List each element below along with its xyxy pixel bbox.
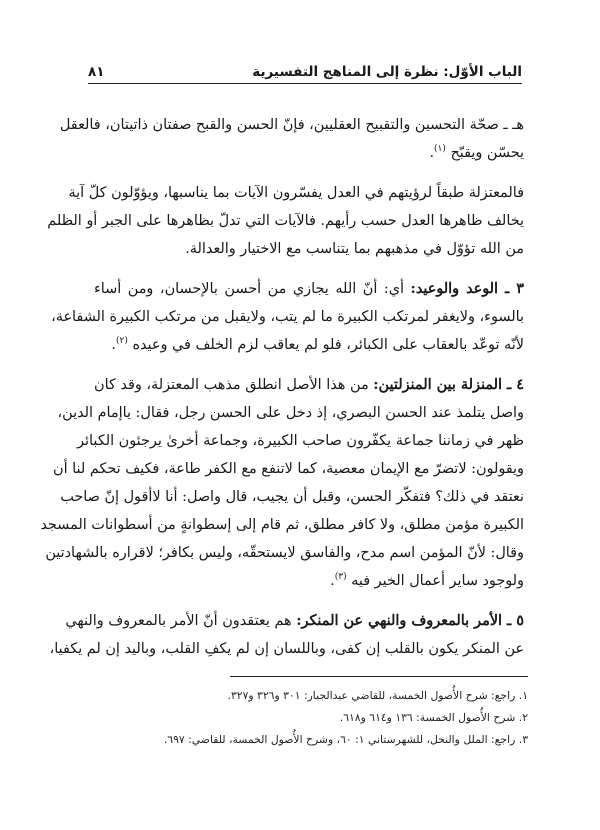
header-rule bbox=[88, 83, 522, 84]
text-segment: واصل يتلمذ عند الحسن البصري، إذ دخل على الحسن رجل، فقال: ياإمام الدين، bbox=[57, 405, 524, 421]
text-segment: ولوجود ساير أعمال الخير فيه bbox=[346, 573, 524, 589]
footnote-ref: (١) bbox=[434, 144, 446, 154]
chapter-title: الباب الأوّل: نظرة إلى المناهج التفسيرية bbox=[252, 64, 522, 80]
text-segment: نعتقد في ذلك؟ فتفكّر الحسن، وقبل أن يجيب، قال واصل: أنا لاأقول إنّ صاحب bbox=[60, 489, 524, 505]
text-segment: هم يعتقدون أنّ الأمر بالمعروف والنهي bbox=[65, 613, 297, 629]
text-segment: يحسّن ويقبّح bbox=[445, 145, 524, 161]
text-segment: . bbox=[429, 145, 435, 161]
text-segment: هـ ـ صحّة التحسين والتقبيح العقليين، فإنّ الحسن والقبح صفتان ذاتيتان، فالعقل bbox=[59, 117, 524, 133]
text-line bbox=[68, 179, 524, 207]
text-line bbox=[94, 567, 524, 595]
text-segment: من الله تؤوّل في مذهبهم بما يتناسب مع الاختيار والعدالة. bbox=[185, 241, 524, 257]
text-segment: الكبيرة مؤمن مطلق، ولا كافر مطلق، ثم قام إلى إسطوانةٍ من أسطوانات المسجد bbox=[40, 517, 524, 533]
text-segment: يخالف ظاهرها العدل حسب رأيهم. فالآيات التي تدلّ بظاهرها على الجبر أو الظلم bbox=[47, 213, 524, 229]
paragraph bbox=[59, 111, 524, 167]
body-text bbox=[40, 111, 525, 663]
text-segment: وقال: لأنّ المؤمن اسم مدح، والفاسق لايستحقّه، وليس بكافر؛ لاقراره بالشهادتين bbox=[45, 545, 524, 561]
text-segment: ويقولون: لاتضرّ مع الإيمان معصية، كما لاتنفع مع الكفر طاعة، فكيف تحكم لنا أن bbox=[53, 461, 524, 477]
page-number: ٨١ bbox=[88, 64, 105, 80]
paragraph bbox=[51, 275, 524, 359]
text-line bbox=[94, 275, 524, 303]
text-segment: أي: أنّ الله يجازي من أحسن بالإحسان، ومن أساء bbox=[94, 281, 411, 297]
text-line bbox=[94, 235, 524, 263]
text-line bbox=[45, 539, 524, 567]
section-heading: ٣ ـ الوعد والوعيد: bbox=[410, 280, 524, 297]
footnotes bbox=[94, 685, 528, 751]
paragraph bbox=[49, 607, 524, 663]
text-line bbox=[77, 427, 524, 455]
footnote-ref: (٢) bbox=[116, 336, 128, 346]
text-line bbox=[51, 303, 524, 331]
paragraph bbox=[47, 179, 524, 263]
text-segment: لأنّه توعّد بالعقاب على الكبائر، فلو لم يعاقب لزم الخلف في وعيده bbox=[127, 337, 524, 353]
text-line bbox=[94, 371, 524, 399]
text-line bbox=[94, 331, 524, 359]
text-segment: ظهر في زماننا جماعة يكفّرون صاحب الكبيرة، وجماعة أخرىٰ يرجئون الكبائر bbox=[77, 433, 524, 449]
text-line bbox=[65, 607, 524, 635]
text-segment: فالمعتزلة طبقاً لرؤيتهم في العدل يفسّرون الآيات بما يناسبها، ويؤوّلون كلّ آية bbox=[68, 185, 524, 201]
text-line bbox=[49, 635, 524, 663]
text-line bbox=[57, 399, 524, 427]
footnote-separator bbox=[230, 676, 528, 677]
text-segment: عن المنكر يكون بالقلب إن كفى، وباللسان إن لم يكفِ القلب، وباليد إن لم يكفيا، bbox=[49, 641, 524, 657]
text-line bbox=[53, 455, 524, 483]
footnote: ١. راجع: شرح الأُصول الخمسة، للقاضي عبدالجبار: ٣٠١ و٣٢٦ و٣٢٧. bbox=[227, 689, 528, 702]
footnote-ref: (٣) bbox=[334, 572, 347, 582]
section-heading: ٥ ـ الأمر بالمعروف والنهي عن المنكر: bbox=[296, 612, 524, 629]
paragraph bbox=[40, 371, 525, 595]
footnote: ٢. شرح الأُصول الخمسة: ١٣٦ و٦١٤ و٦١٨. bbox=[339, 711, 528, 724]
section-heading: ٤ ـ المنزلة بين المنزلتين: bbox=[373, 376, 525, 393]
text-line bbox=[59, 111, 524, 139]
text-segment: . bbox=[111, 337, 116, 353]
running-header bbox=[88, 56, 522, 80]
text-segment: من هذا الأصل انطلق مذهب المعتزلة، وقد كان bbox=[94, 377, 374, 393]
text-line bbox=[40, 511, 524, 539]
text-segment: بالسوء، ولايغفر لمرتكب الكبيرة ما لم يتب، ولايقبل من مرتكب الكبيرة الشفاعة، bbox=[51, 309, 524, 325]
footnote: ٣. راجع: الملل والنحل، للشهرستاني ١: ٦٠، وشرح الأُصول الخمسة، للقاضي: ٦٩٧. bbox=[163, 733, 528, 746]
text-line bbox=[60, 483, 524, 511]
text-segment: . bbox=[330, 573, 335, 589]
text-line bbox=[94, 139, 524, 167]
text-line bbox=[47, 207, 524, 235]
